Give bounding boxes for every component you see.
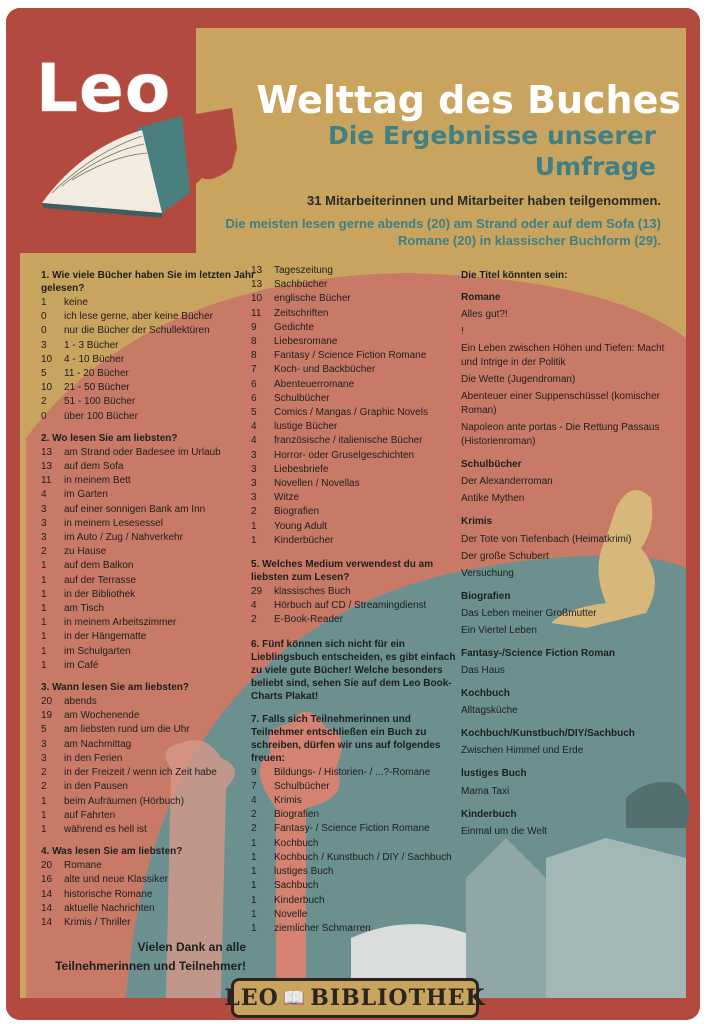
item-label: Hörbuch auf CD / Streamingdienst: [274, 600, 427, 612]
item-label: Novellen / Novellas: [274, 478, 360, 490]
item-count: 3: [41, 738, 47, 750]
item-label: Zeitschriften: [274, 307, 329, 319]
leo-logo: Leo: [36, 50, 172, 127]
genre-heading: lustiges Buch: [461, 768, 527, 780]
item-count: 6: [251, 392, 257, 404]
item-count: 9: [251, 766, 257, 778]
column-left: [41, 264, 256, 930]
book-title: Abenteuer einer Suppenschüssel (komischer Roman): [461, 391, 660, 417]
item-count: 1: [41, 823, 47, 835]
q4-list-continued: [251, 264, 461, 548]
book-title: Napoleon ante portas - Die Rettung Passaus (Historienroman): [461, 422, 660, 448]
list-item: [41, 888, 256, 902]
item-count: 3: [251, 478, 257, 490]
item-count: 11: [251, 307, 262, 319]
footer-logo-right: BIBLIOTHEK: [310, 985, 486, 1011]
item-label: auf einer sonnigen Bank am Inn: [64, 503, 206, 515]
item-label: Comics / Mangas / Graphic Novels: [274, 407, 428, 419]
item-label: ziemlicher Schmarren: [274, 922, 371, 934]
item-label: ich lese gerne, aber keine Bücher: [64, 311, 213, 323]
genre-heading: Biografien: [461, 590, 511, 602]
item-label: am Tisch: [64, 603, 105, 615]
list-item: [41, 916, 256, 930]
list-item: [41, 630, 256, 644]
q7-list: [251, 766, 461, 936]
list-item: [41, 902, 256, 916]
list-item: [251, 378, 461, 392]
item-label: 1 - 3 Bücher: [64, 339, 119, 351]
book-title: Das Leben meiner Großmutter: [461, 607, 597, 619]
item-label: in der Bibliothek: [64, 588, 136, 600]
book-title: Ein Viertel Leben: [461, 624, 537, 636]
item-count: 10: [251, 293, 263, 305]
item-label: Bildungs- / Historien- / ...?-Romane: [274, 766, 431, 778]
item-count: 2: [251, 823, 257, 835]
item-label: auf dem Sofa: [64, 461, 124, 473]
list-item: [251, 837, 461, 851]
item-count: 4: [251, 795, 257, 807]
item-count: 3: [41, 517, 47, 529]
list-item: [41, 410, 256, 424]
item-count: 2: [41, 781, 47, 793]
item-count: 20: [41, 696, 53, 708]
open-book-icon: [32, 108, 242, 228]
item-count: 2: [251, 809, 257, 821]
building-silhouette: [546, 838, 686, 998]
item-count: 1: [251, 894, 257, 906]
item-count: 1: [41, 795, 47, 807]
list-item: [41, 602, 256, 616]
list-item: [251, 491, 461, 505]
item-label: beim Aufräumen (Hörbuch): [64, 795, 185, 807]
item-count: 4: [251, 421, 257, 433]
list-item: [41, 859, 256, 873]
list-item: [251, 321, 461, 335]
list-item: [41, 809, 256, 823]
list-item: [251, 477, 461, 491]
item-label: Romane: [64, 860, 102, 872]
book-title: Der Alexanderroman: [461, 476, 553, 488]
item-count: 13: [251, 265, 263, 276]
item-count: 7: [251, 364, 257, 376]
list-item: [251, 922, 461, 936]
item-count: 1: [41, 659, 47, 671]
list-item: [251, 908, 461, 922]
item-count: 20: [41, 860, 53, 872]
list-item: [251, 363, 461, 377]
list-item: [41, 488, 256, 502]
item-count: 1: [41, 809, 47, 821]
item-label: Kochbuch: [274, 837, 319, 849]
list-item: [251, 851, 461, 865]
item-count: 1: [251, 880, 257, 892]
item-label: Abenteuerromane: [274, 378, 355, 390]
list-item: [41, 559, 256, 573]
item-count: 1: [41, 617, 47, 629]
item-label: lustige Bücher: [274, 421, 338, 433]
item-count: 2: [41, 396, 47, 408]
item-label: englische Bücher: [274, 293, 351, 305]
intro-summary: Die meisten lesen gerne abends (20) am Strand oder auf dem Sofa (13) Romane (20) in klassischer Buchform (29).: [225, 216, 661, 248]
q3-list: [41, 695, 256, 837]
item-label: am Wochenende: [64, 710, 140, 722]
item-label: in meinem Lesesessel: [64, 517, 163, 529]
poster: [6, 8, 700, 1020]
question-1: 1. Wie viele Bücher haben Sie im letzten Jahr gelesen?: [41, 270, 255, 294]
item-label: Tageszeitung: [274, 265, 333, 276]
item-label: 4 - 10 Bücher: [64, 353, 125, 365]
list-item: [41, 310, 256, 324]
item-label: im Café: [64, 659, 99, 671]
item-label: Horror- oder Gruselgeschichten: [274, 449, 415, 461]
item-label: alte und neue Klassiker: [64, 874, 168, 886]
intro-participants: 31 Mitarbeiterinnen und Mitarbeiter haben teilgenommen.: [307, 193, 661, 208]
titles-heading: Die Titel könnten sein:: [461, 270, 568, 281]
item-count: 11: [41, 475, 52, 487]
item-count: 4: [251, 435, 257, 447]
item-count: 1: [251, 866, 257, 878]
item-label: in meinem Bett: [64, 475, 131, 487]
book-title: !: [461, 326, 464, 338]
book-title: Alles gut?!: [461, 309, 508, 321]
item-count: 1: [251, 908, 257, 920]
item-label: Biografien: [274, 809, 320, 821]
item-label: 21 - 50 Bücher: [64, 382, 130, 394]
list-item: [251, 406, 461, 420]
item-label: in der Hängematte: [64, 631, 147, 643]
list-item: [41, 659, 256, 673]
item-count: 0: [41, 410, 47, 422]
genre-heading: Krimis: [461, 516, 493, 528]
list-item: [41, 588, 256, 602]
item-label: Witze: [274, 492, 299, 504]
item-label: Liebesbriefe: [274, 463, 329, 475]
item-label: Schulbücher: [274, 392, 330, 404]
item-count: 1: [41, 603, 47, 615]
item-count: 1: [41, 588, 47, 600]
item-label: 11 - 20 Bücher: [64, 368, 129, 380]
list-item: [251, 463, 461, 477]
item-label: in den Pausen: [64, 781, 128, 793]
list-item: [41, 460, 256, 474]
item-label: über 100 Bücher: [64, 410, 138, 422]
item-label: Gedichte: [274, 321, 315, 333]
item-label: Fantasy- / Science Fiction Romane: [274, 823, 430, 835]
list-item: [41, 695, 256, 709]
item-count: 14: [41, 916, 53, 928]
list-item: [251, 894, 461, 908]
list-item: [251, 335, 461, 349]
list-item: [41, 873, 256, 887]
list-item: [41, 574, 256, 588]
item-count: 13: [251, 279, 263, 291]
list-item: [251, 822, 461, 836]
list-item: [41, 545, 256, 559]
list-item: [251, 613, 461, 627]
item-count: 5: [41, 368, 47, 380]
q5-list: [251, 585, 461, 628]
list-item: [41, 616, 256, 630]
list-item: [251, 780, 461, 794]
list-item: [41, 353, 256, 367]
book-title: Die Wette (Jugendroman): [461, 374, 576, 386]
list-item: [41, 395, 256, 409]
item-count: 14: [41, 902, 53, 914]
genre-heading: Kinderbuch: [461, 808, 517, 820]
item-label: Fantasy / Science Fiction Romane: [274, 350, 427, 362]
item-count: 1: [251, 922, 257, 934]
book-title: Versuchung: [461, 567, 514, 579]
q1-list: [41, 296, 256, 424]
list-item: [41, 709, 256, 723]
item-count: 3: [251, 449, 257, 461]
footer-logo-left: LEO: [224, 985, 279, 1011]
list-item: [251, 505, 461, 519]
page-subtitle: Die Ergebnisse unserer Umfrage: [328, 121, 656, 181]
item-label: am liebsten rund um die Uhr: [64, 724, 190, 736]
item-label: Young Adult: [274, 520, 328, 532]
list-item: [251, 278, 461, 292]
item-label: abends: [64, 696, 97, 708]
genre-heading: Romane: [461, 292, 501, 303]
list-item: [251, 420, 461, 434]
item-label: nur die Bücher der Schullektüren: [64, 325, 210, 337]
list-item: [251, 879, 461, 893]
list-item: [41, 738, 256, 752]
list-item: [251, 392, 461, 406]
list-item: [251, 534, 461, 548]
item-label: im Garten: [64, 489, 108, 501]
item-label: keine: [64, 297, 88, 308]
thank-you-note: Vielen Dank an alle Teilnehmerinnen und Teilnehmer!: [55, 940, 246, 973]
list-item: [41, 723, 256, 737]
item-count: 2: [41, 767, 47, 779]
list-item: [41, 446, 256, 460]
item-count: 1: [41, 297, 47, 308]
page-title: Welttag des Buches: [256, 78, 681, 122]
item-count: 6: [251, 378, 257, 390]
book-title: Einmal um die Welt: [461, 825, 547, 837]
list-item: [251, 599, 461, 613]
item-label: während es hell ist: [64, 823, 147, 835]
item-label: aktuelle Nachrichten: [64, 902, 155, 914]
item-label: Kinderbuch: [274, 894, 325, 906]
item-label: Sachbuch: [274, 880, 319, 892]
item-count: 2: [41, 546, 47, 558]
item-count: 8: [251, 336, 257, 348]
item-count: 1: [41, 560, 47, 572]
item-count: 10: [41, 353, 53, 365]
item-label: auf dem Balkon: [64, 560, 134, 572]
list-item: [41, 367, 256, 381]
item-label: E-Book-Reader: [274, 614, 343, 626]
column-right: [461, 264, 671, 842]
item-count: 14: [41, 888, 53, 900]
item-count: 13: [41, 461, 53, 473]
titles-groups: [461, 291, 671, 839]
item-count: 3: [41, 752, 47, 764]
question-7: 7. Falls sich Teilnehmerinnen und Teilnehmer entschließen ein Buch zu schreiben, dürfen wir uns auf folgendes freuen:: [251, 713, 441, 764]
list-item: [251, 520, 461, 534]
question-5: 5. Welches Medium verwendest du am liebsten zum Lesen?: [251, 559, 434, 584]
list-item: [251, 292, 461, 306]
list-item: [251, 449, 461, 463]
question-3: 3. Wann lesen Sie am liebsten?: [41, 682, 190, 694]
list-item: [41, 381, 256, 395]
book-title: Das Haus: [461, 665, 505, 677]
book-title: Antike Mythen: [461, 493, 525, 505]
list-item: [251, 585, 461, 599]
genre-heading: Kochbuch/Kunstbuch/DIY/Sachbuch: [461, 728, 635, 740]
book-title: Ein Leben zwischen Höhen und Tiefen: Macht und Intrige in der Politik: [461, 343, 665, 369]
item-count: 4: [251, 600, 257, 612]
list-item: [251, 808, 461, 822]
item-count: 5: [251, 407, 257, 419]
book-title: Der große Schubert: [461, 550, 549, 562]
item-label: französische / italienische Bücher: [274, 435, 423, 447]
list-item: [251, 865, 461, 879]
item-label: auf der Terrasse: [64, 574, 137, 586]
list-item: [251, 264, 461, 278]
list-item: [251, 766, 461, 780]
item-count: 3: [251, 492, 257, 504]
q2-list: [41, 446, 256, 673]
item-label: am Strand oder Badesee im Urlaub: [64, 446, 221, 458]
list-item: [41, 474, 256, 488]
item-label: klassisches Buch: [274, 586, 351, 598]
item-count: 0: [41, 325, 47, 337]
item-count: 2: [251, 506, 257, 518]
item-count: 9: [251, 321, 257, 333]
item-label: Novelle: [274, 908, 308, 920]
column-middle: [251, 264, 461, 936]
item-count: 1: [251, 851, 257, 863]
genre-heading: Kochbuch: [461, 688, 510, 700]
item-count: 3: [41, 532, 47, 544]
item-count: 1: [251, 837, 257, 849]
list-item: [41, 503, 256, 517]
list-item: [251, 307, 461, 321]
item-label: in meinem Arbeitszimmer: [64, 617, 177, 629]
item-count: 3: [41, 339, 47, 351]
list-item: [41, 517, 256, 531]
item-count: 1: [251, 520, 257, 532]
book-title: Alltagsküche: [461, 705, 518, 717]
question-2: 2. Wo lesen Sie am liebsten?: [41, 432, 178, 444]
list-item: [41, 324, 256, 338]
list-item: [41, 752, 256, 766]
question-4: 4. Was lesen Sie am liebsten?: [41, 846, 183, 858]
list-item: [41, 823, 256, 837]
item-label: im Auto / Zug / Nahverkehr: [64, 532, 183, 544]
list-item: [41, 795, 256, 809]
item-label: am Nachmittag: [64, 738, 132, 750]
item-count: 7: [251, 780, 257, 792]
item-label: Biografien: [274, 506, 320, 518]
item-label: Koch- und Backbücher: [274, 364, 376, 376]
item-label: auf Fahrten: [64, 809, 116, 821]
item-label: Schulbücher: [274, 780, 330, 792]
item-count: 29: [251, 586, 263, 598]
list-item: [251, 794, 461, 808]
item-label: Kochbuch / Kunstbuch / DIY / Sachbuch: [274, 851, 452, 863]
item-count: 5: [41, 724, 47, 736]
list-item: [41, 766, 256, 780]
item-label: historische Romane: [64, 888, 153, 900]
genre-heading: Fantasy-/Science Fiction Roman: [461, 647, 615, 659]
leo-bibliothek-logo: [224, 978, 486, 1018]
book-icon: 📖: [282, 987, 307, 1009]
list-item: [41, 780, 256, 794]
item-count: 10: [41, 382, 53, 394]
item-label: Krimis: [274, 795, 302, 807]
item-count: 1: [41, 574, 47, 586]
item-count: 0: [41, 311, 47, 323]
item-label: Kinderbücher: [274, 534, 334, 546]
item-count: 16: [41, 874, 53, 886]
list-item: [41, 339, 256, 353]
list-item: [251, 434, 461, 448]
item-count: 1: [251, 534, 257, 546]
item-count: 3: [251, 463, 257, 475]
item-count: 3: [41, 503, 47, 515]
item-label: Krimis / Thriller: [64, 916, 131, 928]
item-label: Sachbücher: [274, 279, 328, 291]
book-title: Zwischen Himmel und Erde: [461, 745, 584, 757]
book-title: Mama Taxi: [461, 785, 510, 797]
item-label: zu Hause: [64, 546, 107, 558]
item-count: 2: [251, 614, 257, 626]
item-count: 4: [41, 489, 47, 501]
item-label: Liebesromane: [274, 336, 338, 348]
item-count: 19: [41, 710, 53, 722]
genre-heading: Schulbücher: [461, 459, 522, 471]
list-item: [251, 349, 461, 363]
item-count: 8: [251, 350, 257, 362]
list-item: [41, 645, 256, 659]
item-label: in den Ferien: [64, 752, 123, 764]
q4-list: [41, 859, 256, 930]
item-label: im Schulgarten: [64, 645, 131, 657]
item-count: 1: [41, 645, 47, 657]
item-count: 13: [41, 446, 53, 458]
list-item: [41, 531, 256, 545]
item-label: 51 - 100 Bücher: [64, 396, 136, 408]
list-item: [41, 296, 256, 310]
item-label: lustiges Buch: [274, 866, 334, 878]
question-6: 6. Fünf können sich nicht für ein Lieblingsbuch entscheiden, es gibt einfach zu viele gute Bücher! Welche besonders beliebt sind, sehen Sie auf dem Leo Book-Charts Plakat!: [251, 638, 456, 702]
book-title: Der Tote von Tiefenbach (Heimatkrimi): [461, 533, 632, 545]
item-label: in der Freizeit / wenn ich Zeit habe: [64, 767, 217, 779]
item-count: 1: [41, 631, 47, 643]
